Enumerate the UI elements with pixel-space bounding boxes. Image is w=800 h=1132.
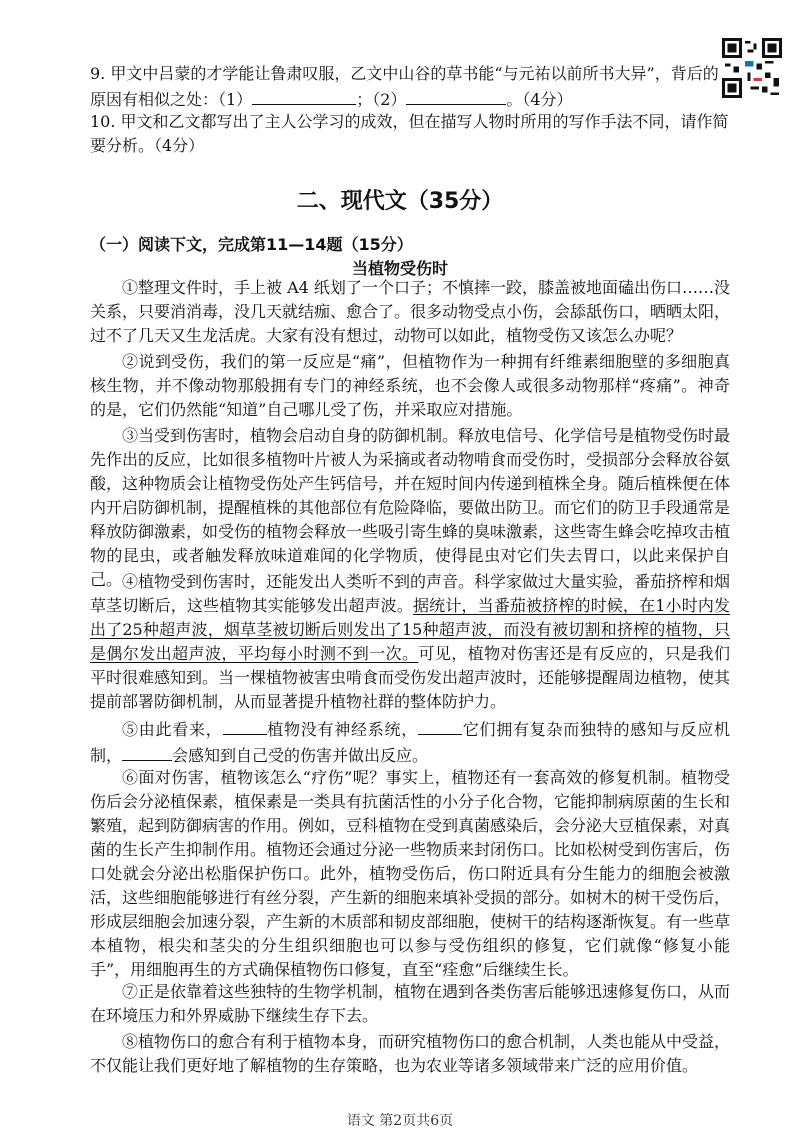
page-footer: 语文 第2页共6页 [346, 1113, 454, 1129]
sub-heading: （一）阅读下文，完成第11—14题（15分） [90, 235, 413, 254]
q9-mid: ；（2） [356, 90, 407, 109]
q9-text: 9. 甲文中吕蒙的才学能让鲁肃叹服，乙文中山谷的草书能“与元祐以前所书大异”，背后的原因有相似之处：（1） [90, 64, 719, 109]
paragraph-7: ⑦正是依靠着这些独特的生物学机制，植物在遇到各类伤害后能够迅速修复伤口，从而在环境压力和外界威胁下继续生存下去。 [90, 982, 731, 1025]
article-title: 当植物受伤时 [351, 259, 448, 278]
question-10: 10. 甲文和乙文都写出了主人公学习的成效，但在描写人物时所用的写作手法不同，请作简要分析。（4分） [90, 112, 729, 155]
paragraph-3: ③当受到伤害时，植物会启动自身的防御机制。释放电信号、化学信号是植物受伤时最先作出的反应，比如很多植物叶片被人为采摘或者动物啃食而受伤时，受损部分会释放谷氨酸，这种物质会让植物受伤处产生钙信号，并在短时间内传递到植株全身。随后植株便在体内开启防御机制，提醒植株的其他部位有危险降临，要做出防卫。而它们的防卫手段通常是释放防御激素，如受伤的植物会释放一些吸引寄生蜂的臭味激素，这些寄生蜂会吃掉攻击植物的昆虫，或者触发释放味道难闻的化学物质，使得昆虫对它们失去胃口，以此来保护自己。 [90, 426, 731, 589]
p5-text-b: 植物没有神经系统， [266, 720, 418, 739]
p4-underlined: 据统计，当番茄被挤榨的时候，在1小时内发出了25种超声波，烟草茎被切断后则发出了15种超声波，而没有被切割和挤榨的植物，只是偶尔发出超声波，平均每小时测不到一次。 [90, 596, 730, 663]
p5-blank-3 [122, 742, 172, 761]
paragraph-2: ②说到受伤，我们的第一反应是“痛”，但植物作为一种拥有纤维素细胞壁的多细胞真核生物，并不像动物那般拥有专门的神经系统，也不会像人或很多动物那样“疼痛”。神奇的是，它们仍然能“知道”自己哪儿受了伤，并采取应对措施。 [90, 352, 730, 419]
paragraph-4 [90, 570, 730, 714]
q9-end: 。（4分） [506, 90, 573, 109]
q9-blank-2 [406, 86, 506, 105]
paragraph-1: ①整理文件时，手上被 A4 纸划了一个口子；不慎摔一跤，膝盖被地面磕出伤口……没关系，只要消消毒，没几天就结痂、愈合了。很多动物受点小伤，会舔舐伤口，晒晒太阳，过不了几天又生龙活虎。大家有没有想过，动物可以如此，植物受伤又该怎么办呢？ [90, 278, 731, 345]
question-9 [90, 62, 730, 112]
p5-text-a: ⑤由此看来， [122, 720, 223, 739]
paragraph-8: ⑧植物伤口的愈合有利于植物本身，而研究植物伤口的愈合机制，人类也能从中受益，不仅能让我们更好地了解植物的生存策略，也为农业等诸多领域带来广泛的应用价值。 [90, 1032, 731, 1075]
p5-blank-1 [223, 716, 267, 735]
p4-text-b: 可见，植物对伤害还是有反应的，只是我们平时很难感知到。当一棵植物被害虫啃食而受伤发出超声波时，还能够提醒周边植物，使其提前部署防御机制，从而显著提升植物社群的整体防护力。 [90, 644, 731, 711]
p5-blank-2 [418, 716, 462, 735]
p4-text-a: ④植物受到伤害时，还能发出人类听不到的声音。科学家做过大量实验，番茄挤榨和烟草茎切断后，这些植物其实能够发出超声波。 [90, 572, 731, 615]
qr-code [722, 38, 782, 98]
paragraph-5 [90, 716, 730, 768]
q9-blank-1 [252, 86, 356, 105]
section-title: 二、现代文（35分） [296, 189, 504, 214]
p5-text-c: 它们拥有复杂而独特的感知与反应机制， [90, 720, 730, 765]
paragraph-6: ⑥面对伤害，植物该怎么“疗伤”呢？事实上，植物还有一套高效的修复机制。植物受伤后会分泌植保素，植保素是一类具有抗菌活性的小分子化合物，它能抑制病原菌的生长和繁殖，起到防御病害的作用。例如，豆科植物在受到真菌感染后，会分泌大豆植保素，对真菌的生长产生抑制作用。植物还会通过分泌一些物质来封闭伤口。比如松树受到伤害后，伤口处就会分泌出松脂保护伤口。此外，植物受伤后，伤口附近具有分生能力的细胞会被激活，这些细胞能够进行有丝分裂，产生新的细胞来填补受损的部分。如树木的树干受伤后，形成层细胞会加速分裂，产生新的木质部和韧皮部细胞，使树干的结构逐渐恢复。有一些草本植物，根尖和茎尖的分生组织细胞也可以参与受伤组织的修复，它们就像“修复小能手”，用细胞再生的方式确保植物伤口修复，直至“痊愈”后继续生长。 [90, 768, 731, 979]
p5-text-d: 会感知到自己受的伤害并做出反应。 [172, 746, 429, 765]
